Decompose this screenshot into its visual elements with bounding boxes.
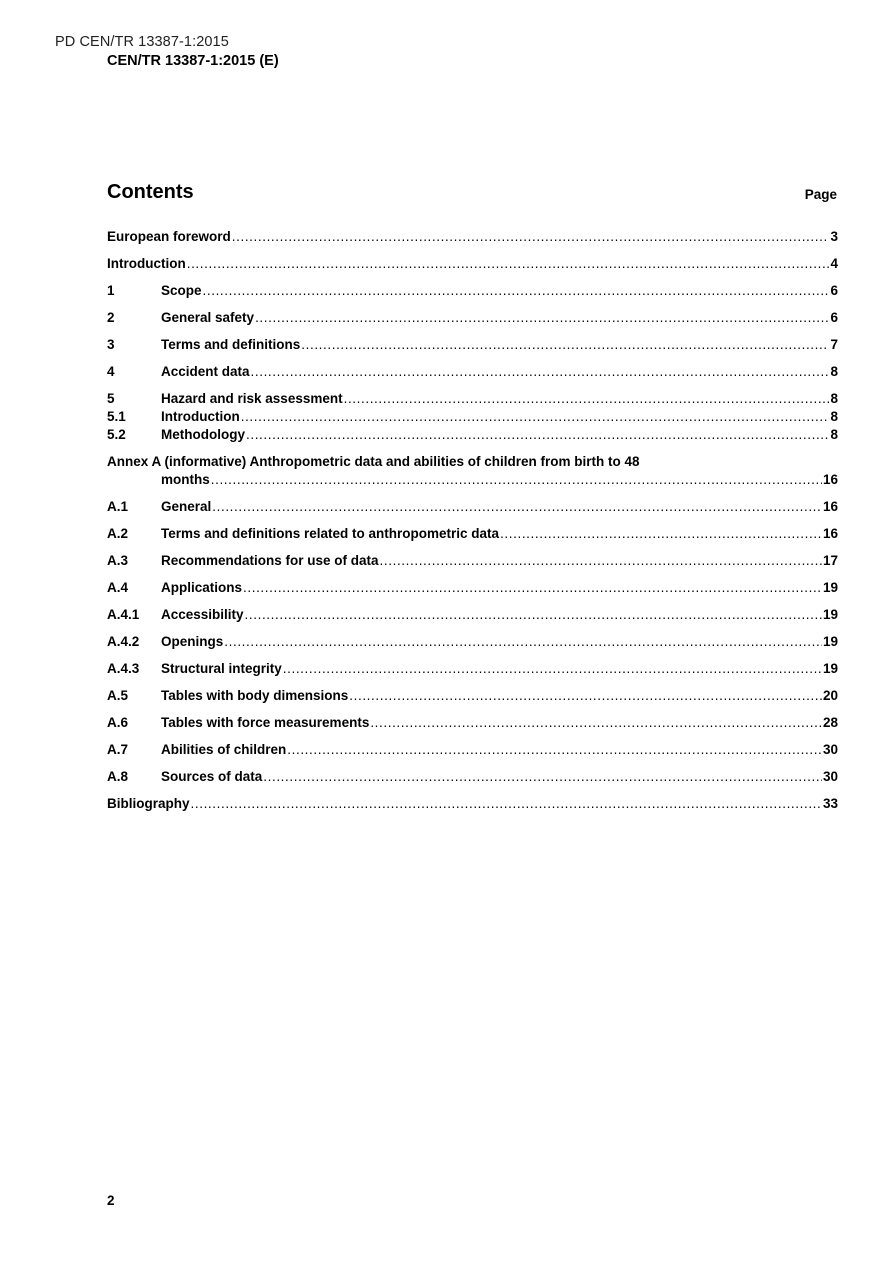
toc-entry-page: 20 bbox=[822, 688, 838, 703]
toc-entry-page: 30 bbox=[822, 769, 838, 784]
toc-entry-title: General bbox=[161, 499, 212, 514]
toc-entry-a-6-force-measurements[interactable] bbox=[107, 714, 838, 732]
toc-entry-annex-a[interactable] bbox=[107, 471, 838, 489]
toc-entry-number: A.5 bbox=[107, 688, 129, 703]
toc-entry-5-2-methodology[interactable] bbox=[107, 426, 838, 444]
toc-entry-title: Tables with force measurements bbox=[161, 715, 370, 730]
toc-entry-number: A.6 bbox=[107, 715, 129, 730]
toc-leader-dots bbox=[212, 498, 822, 516]
toc-entry-title: Terms and definitions bbox=[161, 337, 301, 352]
toc-leader-dots bbox=[344, 390, 830, 408]
toc-entry-a-4-1-accessibility[interactable] bbox=[107, 606, 838, 624]
toc-entry-terms-and-definitions[interactable] bbox=[107, 336, 838, 354]
toc-entry-number: 5 bbox=[107, 391, 115, 406]
toc-entry-page: 30 bbox=[822, 742, 838, 757]
toc-entry-number: A.4.3 bbox=[107, 661, 140, 676]
toc-entry-accident-data[interactable] bbox=[107, 363, 838, 381]
toc-entry-page: 16 bbox=[822, 499, 838, 514]
toc-entry-title: months bbox=[161, 472, 210, 487]
toc-entry-number: 2 bbox=[107, 310, 115, 325]
toc-entry-a-4-applications[interactable] bbox=[107, 579, 838, 597]
toc-entry-number: 1 bbox=[107, 283, 115, 298]
toc-entry-title: Recommendations for use of data bbox=[161, 553, 379, 568]
toc-entry-title: Hazard and risk assessment bbox=[161, 391, 343, 406]
toc-entry-title: Structural integrity bbox=[161, 661, 282, 676]
document-reference: CEN/TR 13387-1:2015 (E) bbox=[107, 53, 279, 69]
toc-entry-a-2-terms[interactable] bbox=[107, 525, 838, 543]
toc-entry-5-1-introduction[interactable] bbox=[107, 408, 838, 426]
toc-entry-number: A.3 bbox=[107, 553, 129, 568]
toc-entry-a-3-recommendations[interactable] bbox=[107, 552, 838, 570]
toc-leader-dots bbox=[380, 552, 822, 570]
toc-entry-number: A.7 bbox=[107, 742, 129, 757]
toc-entry-title: General safety bbox=[161, 310, 255, 325]
toc-entry-title: Accessibility bbox=[161, 607, 244, 622]
toc-entry-page: 8 bbox=[830, 391, 838, 406]
toc-leader-dots bbox=[203, 282, 830, 300]
toc-entry-title: Bibliography bbox=[107, 796, 190, 811]
toc-leader-dots bbox=[187, 255, 830, 273]
toc-entry-number: A.4.1 bbox=[107, 607, 140, 622]
table-of-contents bbox=[107, 228, 838, 813]
document-id: PD CEN/TR 13387-1:2015 bbox=[55, 34, 229, 50]
toc-entry-a-7-abilities[interactable] bbox=[107, 741, 838, 759]
toc-entry-title: Sources of data bbox=[161, 769, 263, 784]
toc-entry-page: 28 bbox=[822, 715, 838, 730]
toc-entry-number: A.4.2 bbox=[107, 634, 140, 649]
toc-entry-a-1-general[interactable] bbox=[107, 498, 838, 516]
toc-entry-page: 7 bbox=[830, 337, 838, 352]
toc-entry-hazard-and-risk-assessment[interactable] bbox=[107, 390, 838, 408]
toc-leader-dots bbox=[245, 606, 822, 624]
toc-entry-a-8-sources[interactable] bbox=[107, 768, 838, 786]
toc-leader-dots bbox=[255, 309, 829, 327]
toc-entry-page: 19 bbox=[822, 607, 838, 622]
toc-entry-page: 16 bbox=[822, 472, 838, 487]
toc-entry-title: European foreword bbox=[107, 229, 231, 244]
toc-entry-title: Terms and definitions related to anthropometric data bbox=[161, 526, 500, 541]
toc-entry-number: A.4 bbox=[107, 580, 129, 595]
toc-entry-page: 8 bbox=[830, 364, 838, 379]
contents-heading: Contents bbox=[107, 181, 194, 203]
toc-entry-bibliography[interactable] bbox=[107, 795, 838, 813]
toc-leader-dots bbox=[301, 336, 829, 354]
toc-entry-number: 5.2 bbox=[107, 427, 126, 442]
toc-leader-dots bbox=[211, 471, 822, 489]
toc-leader-dots bbox=[191, 795, 822, 813]
toc-entry-number: 4 bbox=[107, 364, 115, 379]
toc-entry-title: Methodology bbox=[161, 427, 245, 442]
toc-entry-page: 8 bbox=[830, 427, 838, 442]
toc-leader-dots bbox=[370, 714, 822, 732]
toc-entry-title: Openings bbox=[161, 634, 224, 649]
toc-entry-european-foreword[interactable] bbox=[107, 228, 838, 246]
toc-entry-annex-a-heading[interactable]: Annex A (informative) Anthropometric data and abilities of children from birth to 48 bbox=[107, 454, 640, 469]
toc-entry-number: 5.1 bbox=[107, 409, 126, 424]
toc-entry-title: Introduction bbox=[107, 256, 186, 271]
toc-leader-dots bbox=[246, 426, 829, 444]
toc-leader-dots bbox=[349, 687, 822, 705]
toc-entry-page: 3 bbox=[830, 229, 838, 244]
toc-entry-number: A.1 bbox=[107, 499, 129, 514]
toc-entry-a-4-2-openings[interactable] bbox=[107, 633, 838, 651]
toc-entry-number: 3 bbox=[107, 337, 115, 352]
toc-entry-title: Accident data bbox=[161, 364, 250, 379]
toc-entry-page: 19 bbox=[822, 661, 838, 676]
toc-leader-dots bbox=[232, 228, 830, 246]
page-column-label: Page bbox=[804, 187, 837, 202]
toc-entry-page: 33 bbox=[822, 796, 838, 811]
toc-leader-dots bbox=[500, 525, 822, 543]
toc-entry-title: Tables with body dimensions bbox=[161, 688, 349, 703]
toc-entry-number: A.8 bbox=[107, 769, 129, 784]
toc-leader-dots bbox=[241, 408, 830, 426]
toc-entry-page: 19 bbox=[822, 634, 838, 649]
toc-entry-introduction[interactable] bbox=[107, 255, 838, 273]
toc-leader-dots bbox=[243, 579, 822, 597]
toc-entry-page: 4 bbox=[830, 256, 838, 271]
toc-entry-title: Applications bbox=[161, 580, 243, 595]
toc-entry-page: 6 bbox=[830, 310, 838, 325]
toc-entry-title: Abilities of children bbox=[161, 742, 287, 757]
toc-leader-dots bbox=[263, 768, 822, 786]
toc-leader-dots bbox=[287, 741, 822, 759]
toc-entry-page: 8 bbox=[830, 409, 838, 424]
toc-entry-a-5-body-dimensions[interactable] bbox=[107, 687, 838, 705]
page-number: 2 bbox=[107, 1193, 115, 1208]
toc-entry-title: Introduction bbox=[161, 409, 240, 424]
toc-entry-scope[interactable] bbox=[107, 282, 838, 300]
toc-leader-dots bbox=[283, 660, 822, 678]
toc-entry-general-safety[interactable] bbox=[107, 309, 838, 327]
toc-leader-dots bbox=[251, 363, 830, 381]
toc-entry-page: 6 bbox=[830, 283, 838, 298]
toc-leader-dots bbox=[224, 633, 822, 651]
toc-entry-page: 19 bbox=[822, 580, 838, 595]
toc-entry-a-4-3-structural-integrity[interactable] bbox=[107, 660, 838, 678]
toc-entry-title: Scope bbox=[161, 283, 202, 298]
toc-entry-number: A.2 bbox=[107, 526, 129, 541]
toc-entry-page: 17 bbox=[822, 553, 838, 568]
toc-entry-page: 16 bbox=[822, 526, 838, 541]
